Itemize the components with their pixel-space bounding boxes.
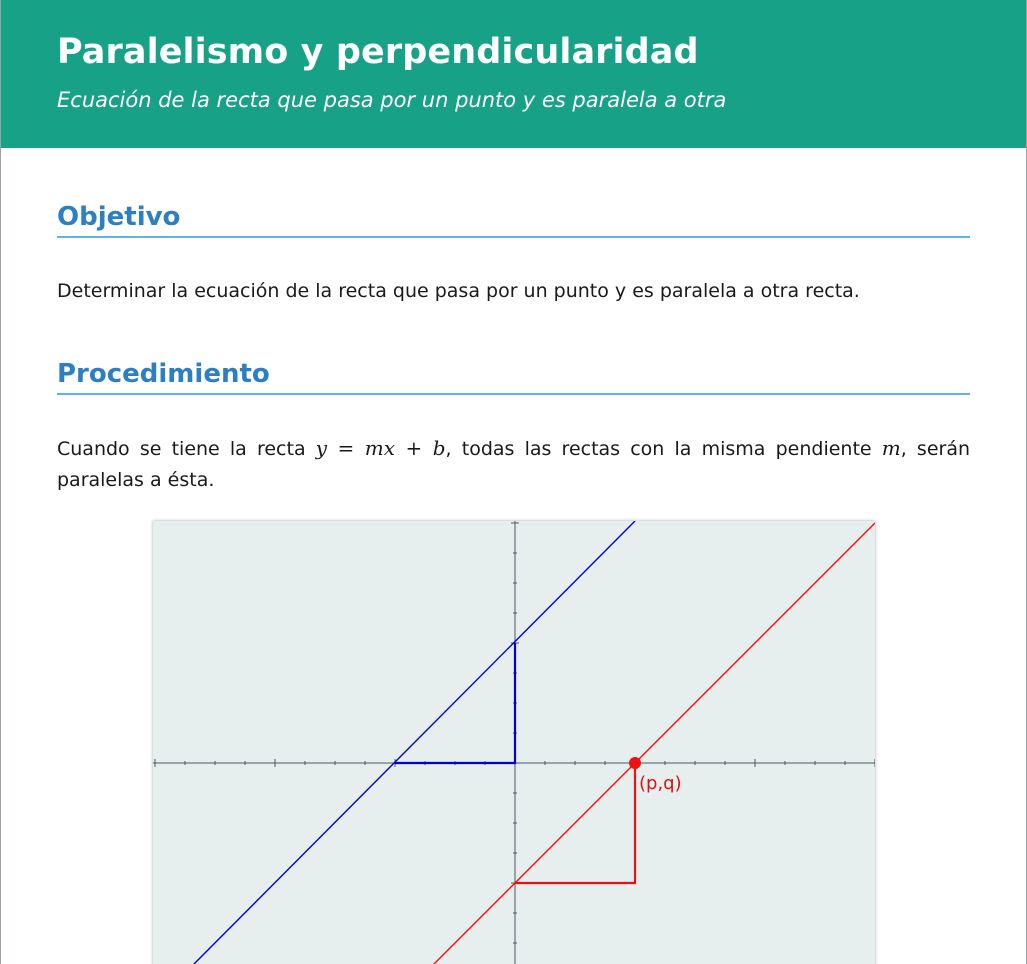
section-title-objective: Objetivo xyxy=(57,200,970,238)
parallel-line xyxy=(433,523,875,964)
header-banner xyxy=(1,0,1026,148)
objective-text: Determinar la ecuación de la recta que pasa por un punto y es paralela a otra recta. xyxy=(57,280,860,302)
given-line-slope-triangle xyxy=(395,643,515,763)
content xyxy=(1,200,1026,496)
section-title-procedure: Procedimiento xyxy=(57,357,970,395)
procedure-text-middle: , todas las rectas con la misma pendiente xyxy=(445,438,882,460)
point-pq-label: (p,q) xyxy=(639,773,682,794)
slope-symbol: m xyxy=(881,436,901,460)
page-subtitle: Ecuación de la recta que pasa por un punto y es paralela a otra xyxy=(57,88,727,112)
page-title: Paralelismo y perpendicularidad xyxy=(57,32,699,72)
procedure-text xyxy=(57,433,970,496)
figure-svg xyxy=(153,521,875,964)
point-pq xyxy=(629,757,641,769)
procedure-text-after: , serán paralelas a ésta. xyxy=(57,438,971,491)
procedure-text-before: Cuando se tiene la recta xyxy=(57,438,316,460)
given-line xyxy=(193,521,635,964)
parallel-lines-figure xyxy=(153,521,875,964)
line-equation: y = mx + b xyxy=(315,436,446,460)
